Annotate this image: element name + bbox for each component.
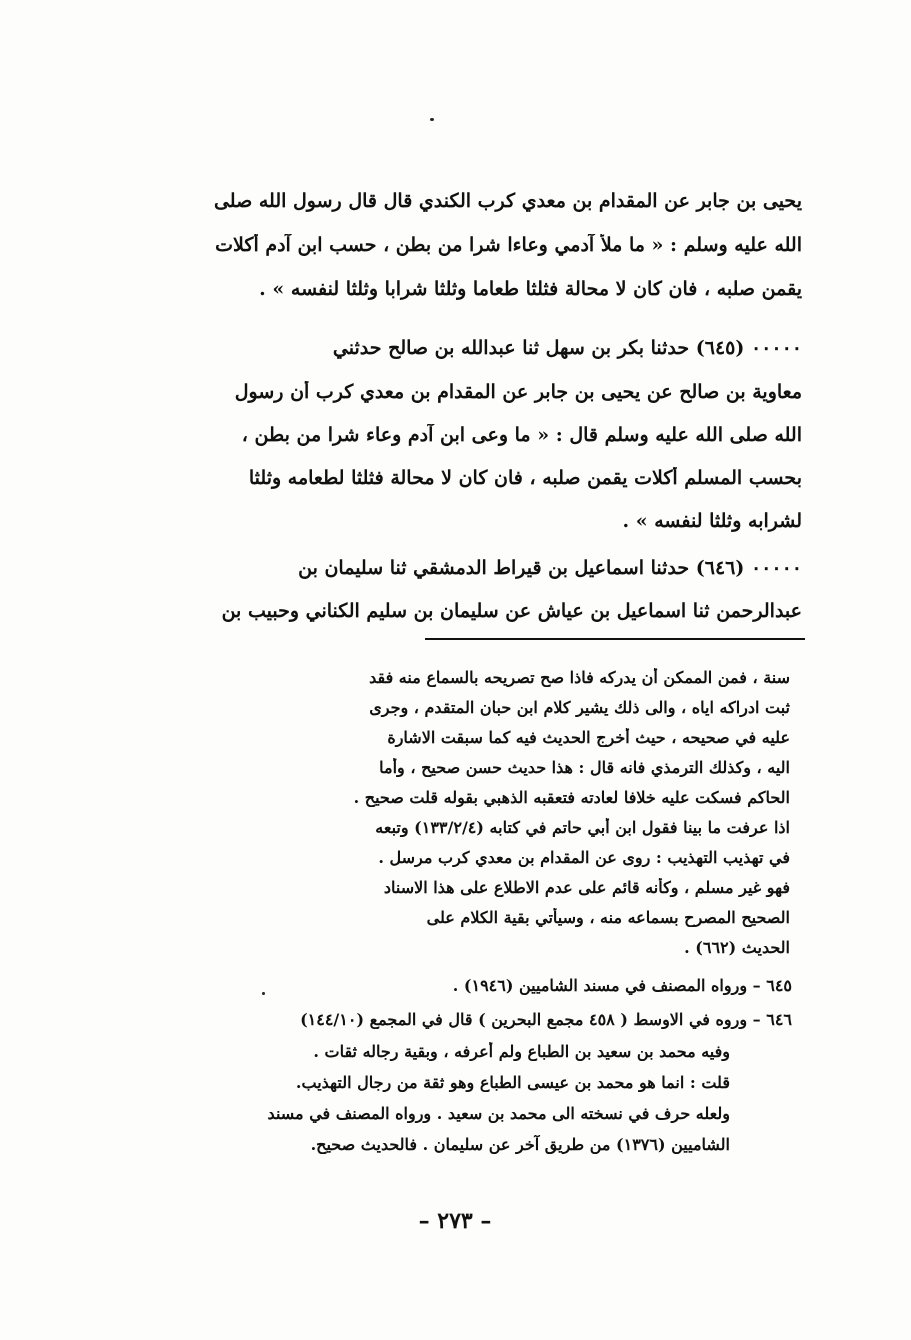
footnote-line-3: عليه في صحيحه ، حيث أخرج الحديث فيه كما سبقت الاشارة (387, 728, 790, 747)
footnote-line-2: ثبت ادراكه اياه ، والى ذلك يشير كلام ابن حبان المتقدم ، وجرى (369, 698, 790, 717)
footnote-line-8: فهو غير مسلم ، وكأنه قائم على عدم الاطلاع على هذا الاسناد (383, 878, 790, 897)
footnote-line-646-4: ولعله حرف في نسخته الى محمد بن سعيد . ورواه المصنف في مسند (267, 1104, 730, 1123)
main-text-line-10: عبدالرحمن ثنا اسماعيل بن عياش عن سليمان بن سليم الكناني وحبيب بن (221, 600, 802, 622)
footnote-line-4: اليه ، وكذلك الترمذي فانه قال : هذا حديث حسن صحيح ، وأما (379, 758, 790, 777)
main-text-line-1: يحيى بن جابر عن المقدام بن معدي كرب الكندي قال قال رسول الله صلى (213, 190, 802, 212)
main-text-line-9: ٠٠٠٠٠ (٦٤٦) حدثنا اسماعيل بن قيراط الدمشقي ثنا سليمان بن (298, 557, 802, 579)
footnote-line-646-5: الشاميين (١٣٧٦) من طريق آخر عن سليمان . فالحديث صحيح. (310, 1135, 730, 1154)
main-text-line-6: الله صلى الله عليه وسلم قال : « ما وعى ابن آدم وعاء شرا من بطن ، (241, 424, 802, 446)
main-text-line-4: ٠٠٠٠٠ (٦٤٥) حدثنا بكر بن سهل ثنا عبدالله بن صالح حدثني (332, 337, 802, 359)
footnote-line-5: الحاكم فسكت عليه خلافا لعادته فتعقبه الذهبي بقوله قلت صحيح . (353, 788, 790, 807)
main-text-line-5: معاوية بن صالح عن يحيى بن جابر عن المقدام بن معدي كرب أن رسول (234, 381, 802, 403)
footnote-line-7: في تهذيب التهذيب : روى عن المقدام بن معدي كرب مرسل . (378, 848, 790, 867)
footnote-line-6: اذا عرفت ما بينا فقول ابن أبي حاتم في كتابه (١٣٣/٢/٤) وتبعه (375, 818, 790, 837)
main-text-line-2: الله عليه وسلم : « ما ملأ آدمي وعاءا شرا من بطن ، حسب ابن آدم أكلات (215, 234, 802, 256)
footnote-divider (425, 638, 805, 640)
page-number: – ٢٧٣ – (418, 1208, 492, 1234)
footnote-item-646 (80, 1010, 792, 1029)
footnote-line-9: الصحيح المصرح بسماعه منه ، وسيأتي بقية الكلام على (426, 908, 790, 927)
footnote-line-646-3: قلت : انما هو محمد بن عيسى الطباع وهو ثقة من رجال التهذيب. (295, 1073, 730, 1092)
footnote-text: وروه في الاوسط ( ٤٥٨ مجمع البحرين ) قال في المجمع (١٤٤/١٠) (300, 1010, 748, 1029)
footnote-line-646-2: وفيه محمد بن سعيد بن الطباع ولم أعرفه ، وبقية رجاله ثقات . (313, 1042, 730, 1061)
main-text-line-8: لشرابه وثلثا لنفسه » . (622, 510, 802, 532)
footnote-text: ورواه المصنف في مسند الشاميين (١٩٤٦) . (452, 976, 748, 995)
footnote-line-1: سنة ، فمن الممكن أن يدركه فاذا صح تصريحه بالسماع منه فقد (369, 668, 790, 687)
scan-speck (430, 118, 434, 121)
footnote-number: ٦٤٦ – (752, 1010, 792, 1029)
footnote-item-645 (80, 976, 792, 995)
footnote-number: ٦٤٥ – (752, 976, 792, 995)
main-text-line-7: بحسب المسلم أكلات يقمن صلبه ، فان كان لا محالة فثلثا لطعامه وثلثا (248, 467, 802, 489)
main-text-line-3: يقمن صلبه ، فان كان لا محالة فثلثا طعاما وثلثا شرابا وثلثا لنفسه » . (259, 278, 802, 300)
footnote-line-10: الحديث (٦٦٢) . (684, 938, 790, 957)
